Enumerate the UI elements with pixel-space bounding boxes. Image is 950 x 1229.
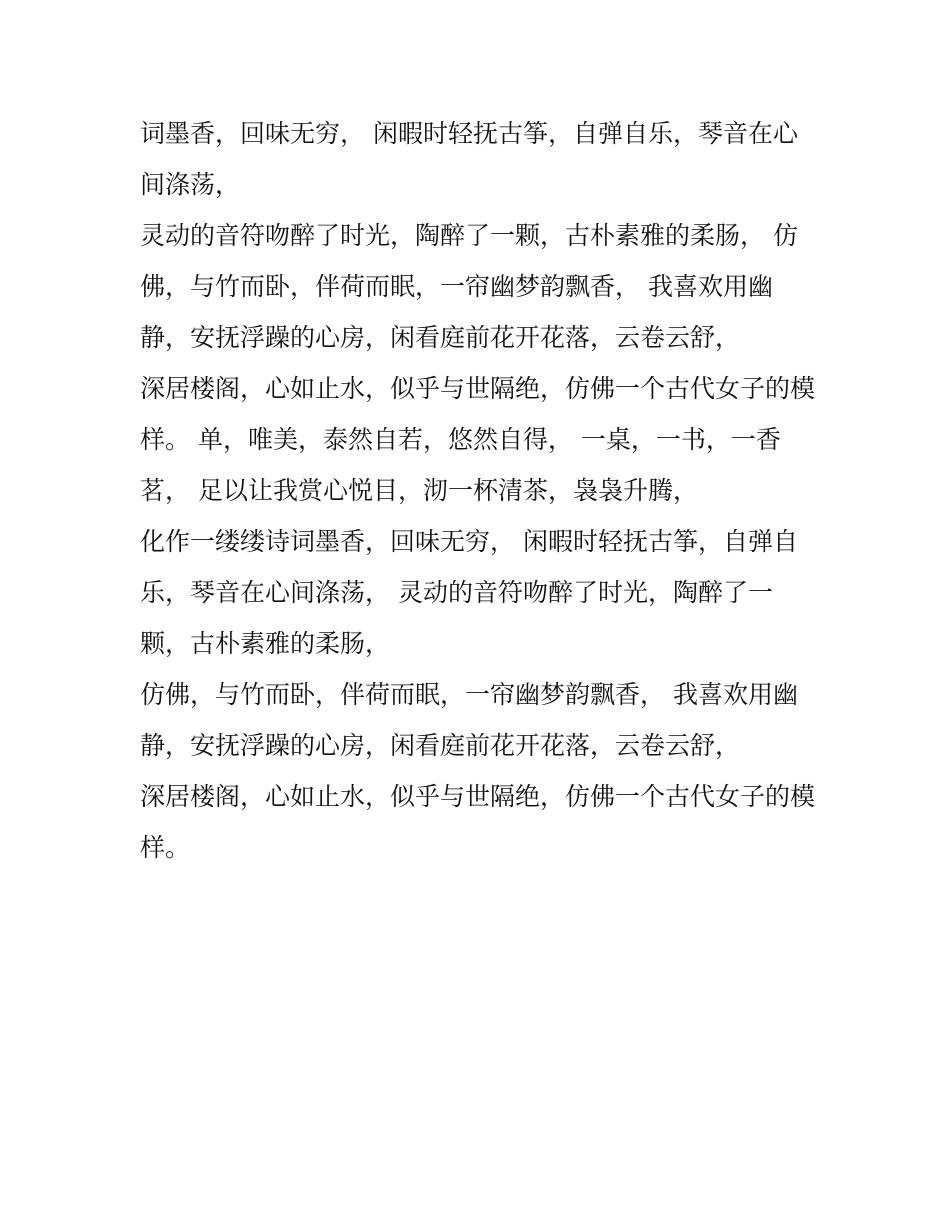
text-line: 佛，与竹而卧，伴荷而眠，一帘幽梦韵飘香， 我喜欢用幽 [140,272,773,301]
document-body [140,108,830,873]
text-line: 间涤荡， [140,170,241,199]
text-line: 词墨香，回味无穷， 闲暇时轻抚古筝，自弹自乐，琴音在心 [140,119,798,148]
text-line: 样。 [140,833,191,862]
text-line: 颗，古朴素雅的柔肠， [140,629,391,658]
text-line: 深居楼阁，心如止水，似乎与世隔绝，仿佛一个古代女子的模 [140,782,816,811]
text-line: 茗， 足以让我赏心悦目，沏一杯清茶，袅袅升腾， [140,476,698,505]
text-line: 静，安抚浮躁的心房，闲看庭前花开花落，云卷云舒， [140,323,741,352]
text-line: 灵动的音符吻醉了时光，陶醉了一颗，古朴素雅的柔肠， 仿 [140,221,798,250]
text-line: 仿佛，与竹而卧，伴荷而眠，一帘幽梦韵飘香， 我喜欢用幽 [140,680,798,709]
text-line: 乐，琴音在心间涤荡， 灵动的音符吻醉了时光，陶醉了一 [140,578,773,607]
text-line: 静，安抚浮躁的心房，闲看庭前花开花落，云卷云舒， [140,731,741,760]
text-line: 样。 单，唯美，泰然自若，悠然自得， 一桌，一书，一香 [140,425,781,454]
text-line: 化作一缕缕诗词墨香，回味无穷， 闲暇时轻抚古筝，自弹自 [140,527,798,556]
text-line: 深居楼阁，心如止水，似乎与世隔绝，仿佛一个古代女子的模 [140,374,816,403]
